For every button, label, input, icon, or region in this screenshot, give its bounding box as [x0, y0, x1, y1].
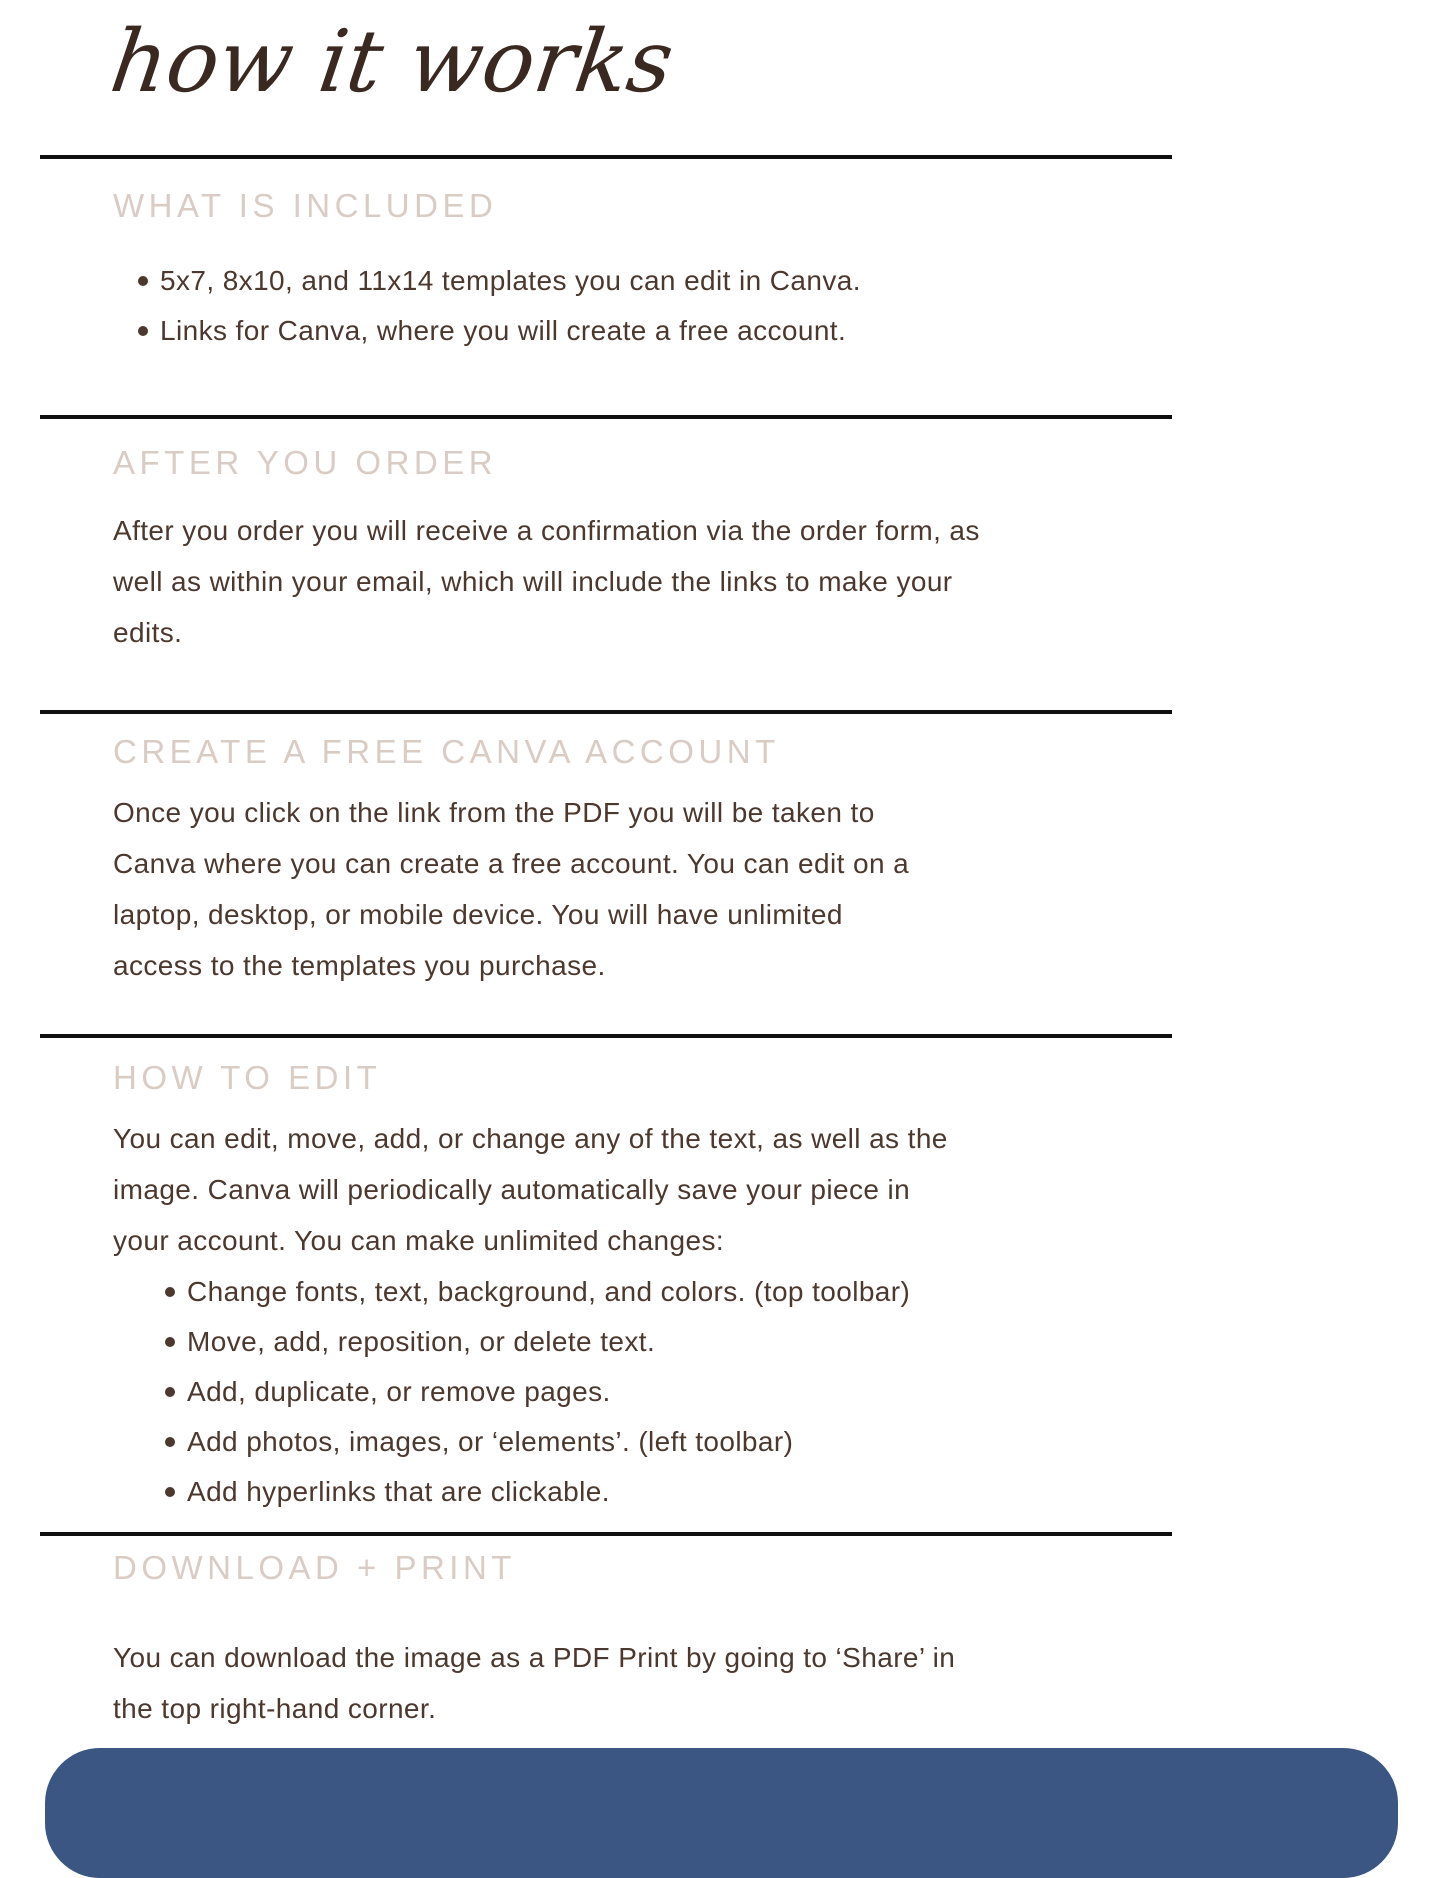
section-download-print: [113, 1548, 955, 1734]
paragraph-line: laptop, desktop, or mobile device. You will have unlimited: [113, 898, 843, 930]
paragraph-line: You can edit, move, add, or change any of the text, as well as the: [113, 1122, 948, 1154]
bullet-item: Add, duplicate, or remove pages.: [140, 1367, 948, 1417]
paragraph: [113, 1113, 948, 1266]
footer-accent-bar: [45, 1748, 1398, 1878]
section-how-to-edit: [113, 1058, 948, 1517]
section-create-canva-account: [113, 732, 909, 991]
section-divider: [40, 710, 1172, 714]
section-heading: DOWNLOAD + PRINT: [113, 1549, 516, 1586]
paragraph: [113, 505, 980, 658]
section-heading: CREATE A FREE CANVA ACCOUNT: [113, 733, 780, 770]
section-heading: WHAT IS INCLUDED: [113, 187, 498, 224]
bullet-item: Links for Canva, where you will create a free account.: [113, 306, 861, 356]
paragraph-line: image. Canva will periodically automatically save your piece in: [113, 1173, 911, 1205]
paragraph: [113, 787, 909, 991]
section-divider: [40, 415, 1172, 419]
bullet-item: Add photos, images, or ‘elements’. (left toolbar): [140, 1417, 948, 1467]
paragraph-line: your account. You can make unlimited changes:: [113, 1224, 725, 1256]
section-after-you-order: [113, 443, 980, 658]
paragraph-line: well as within your email, which will include the links to make your: [113, 565, 953, 597]
paragraph-line: After you order you will receive a confirmation via the order form, as: [113, 514, 980, 546]
section-divider: [40, 1532, 1172, 1536]
section-divider: [40, 1034, 1172, 1038]
bullet-list: [140, 1267, 948, 1517]
bullet-item: Move, add, reposition, or delete text.: [140, 1317, 948, 1367]
section-heading: HOW TO EDIT: [113, 1059, 382, 1096]
paragraph: [113, 1632, 955, 1734]
section-heading: AFTER YOU ORDER: [113, 444, 498, 481]
page-title: how it works: [104, 12, 680, 112]
section-divider: [40, 155, 1172, 159]
bullet-item: Change fonts, text, background, and colors. (top toolbar): [140, 1267, 948, 1317]
paragraph-line: Once you click on the link from the PDF you will be taken to: [113, 796, 875, 828]
paragraph-line: You can download the image as a PDF Print by going to ‘Share’ in: [113, 1641, 956, 1673]
paragraph-line: edits.: [113, 616, 183, 648]
paragraph-line: access to the templates you purchase.: [113, 949, 606, 981]
bullet-list: [113, 256, 861, 356]
bullet-item: Add hyperlinks that are clickable.: [140, 1467, 948, 1517]
paragraph-line: Canva where you can create a free account. You can edit on a: [113, 847, 910, 879]
section-what-is-included: [113, 186, 861, 356]
bullet-item: 5x7, 8x10, and 11x14 templates you can edit in Canva.: [113, 256, 861, 306]
paragraph-line: the top right-hand corner.: [113, 1692, 437, 1724]
